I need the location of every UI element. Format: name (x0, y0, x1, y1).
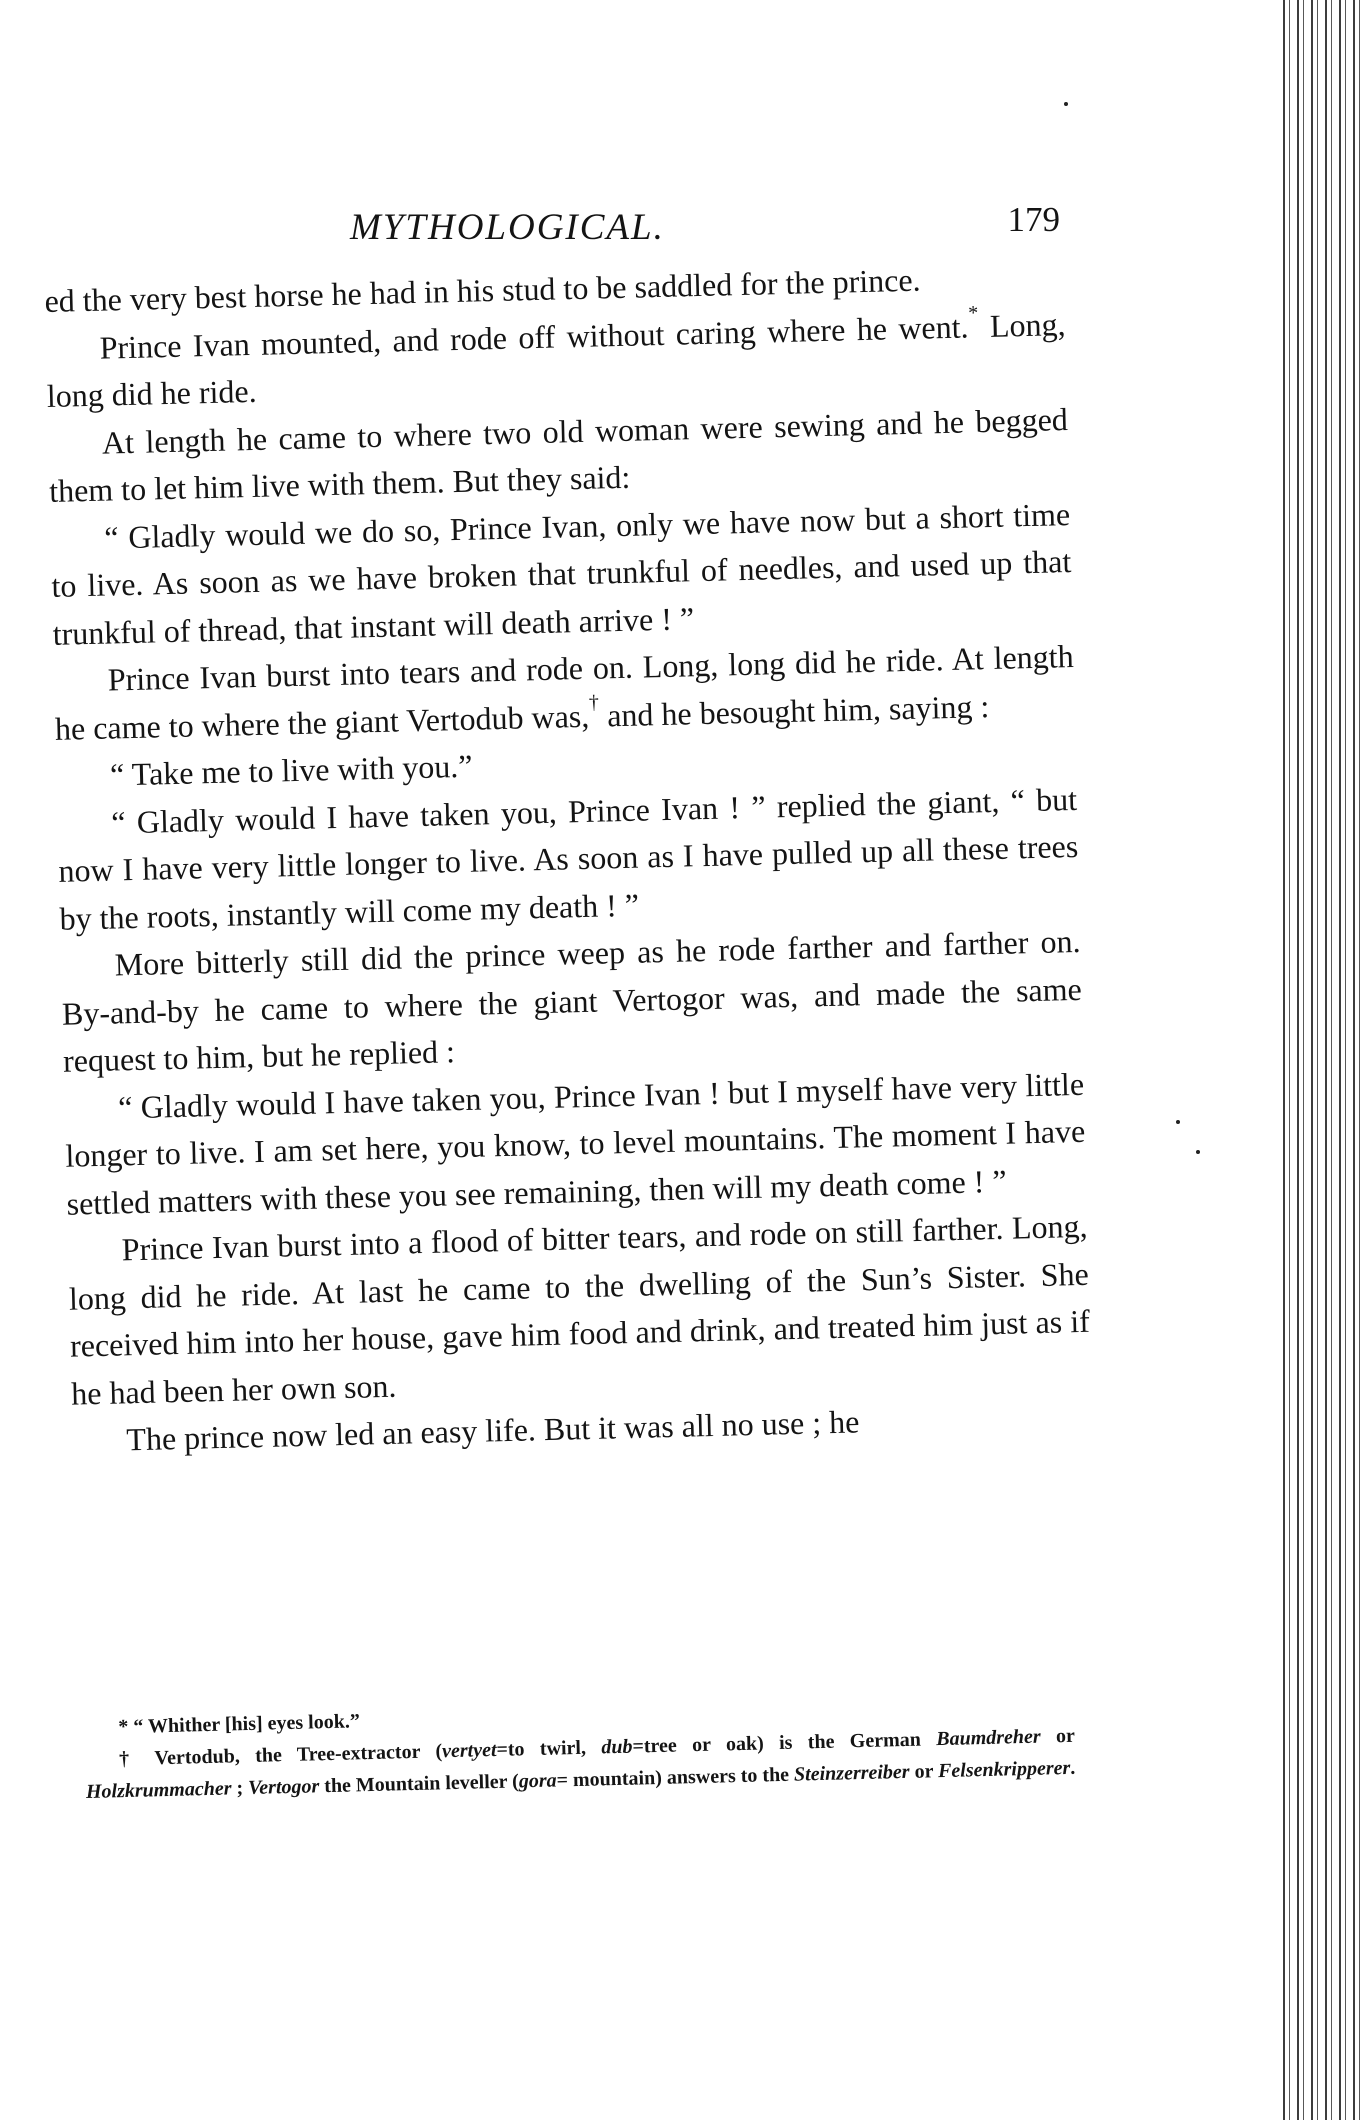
scan-speck (1176, 1120, 1180, 1124)
paragraph: “ Take me to live with you.” (109, 747, 473, 793)
book-spine-edge (1280, 0, 1364, 2120)
paragraph: Prince Ivan burst into tears and rode on. Long, long did he ride. At length he came to where the giant Vertodub was,† and he besought him, saying : (54, 637, 1074, 747)
page-number: 179 (1007, 200, 1060, 239)
paragraph: At length he came to where two old woman were sewing and he begged them to let him live with them. But they said: (48, 400, 1069, 509)
paragraph: The prince now led an easy life. But it was all no use ; he (125, 1403, 860, 1458)
paragraph: “ Gladly would we do so, Prince Ivan, only we have now but a short time to live. As soon as we have broken that trunkful of needles, and used up that trunkful of thread, that instant will death arrive ! ” (51, 495, 1072, 652)
footnote-mark: † (588, 691, 600, 714)
footnote: * “ Whither [his] eyes look.” (118, 1710, 361, 1739)
running-title: MYTHOLOGICAL. (350, 207, 665, 248)
footnotes (84, 1688, 1076, 1808)
scan-speck (1064, 102, 1068, 106)
paragraph: ed the very best horse he had in his stud to be saddled for the prince. (44, 261, 921, 319)
page-header (340, 200, 1060, 260)
paragraph: More bitterly still did the prince weep as he rode farther and farther on. By-and-by he came to where the giant Vertogor was, and made the same request to him, but he replied : (61, 922, 1083, 1079)
footnote: † Vertodub, the Tree-extractor (vertyet=to twirl, dub=tree or oak) is the German Baumdreher or Holzkrummacher ; Vertogor the Mountain leveller (gora= mountain) answers to the Steinzerreiber or Felsenkripperer. (85, 1724, 1076, 1803)
body-text (44, 253, 1093, 1465)
paragraph: Prince Ivan burst into a flood of bitter tears, and rode on still farther. Long, long did he ride. At last he came to the dwelling of the Sun’s Sister. She received him into her house, gave him food and drink, and treated him just as if he had been her own son. (68, 1207, 1091, 1412)
paragraph: Prince Ivan mounted, and rode off without caring where he went.* Long, long did he ride. (46, 301, 1066, 414)
scan-speck (1196, 1150, 1200, 1154)
paragraph: “ Gladly would I have taken you, Prince Ivan ! but I myself have very little longer to live. I am set here, you know, to level mountains. The moment I have settled matters with these you see remaining, then will my death come ! ” (65, 1065, 1086, 1222)
footnote-mark: * (967, 301, 979, 324)
paragraph: “ Gladly would I have taken you, Prince Ivan ! ” replied the giant, “ but now I have very little longer to live. As soon as I have pulled up all these trees by the roots, instantly will come my death ! ” (58, 780, 1079, 937)
